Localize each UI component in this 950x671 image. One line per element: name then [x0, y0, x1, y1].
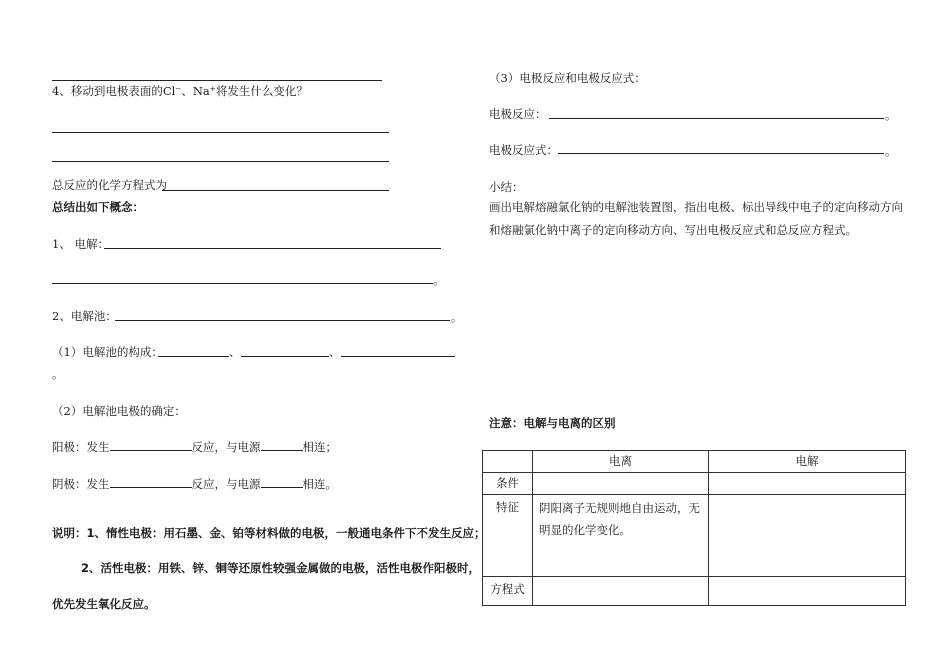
note-2: 2、活性电极：用铁、锌、铜等还原性较强金属做的电极，活性电极作阳极时，: [81, 561, 480, 575]
sub-3-label: （3）电极反应和电极反应式：: [489, 71, 646, 85]
total-equation-label: 总反应的化学方程式为: [52, 178, 167, 192]
anode-suffix: 相连；: [302, 440, 337, 454]
table-row: [483, 451, 906, 473]
anode-line: [52, 438, 337, 455]
feature-ionization-cell: [533, 495, 709, 577]
summary-line-2: 和熔融氯化钠中离子的定向移动方向、写出电极反应式和总反应方程式。: [489, 223, 857, 237]
electrode-reaction-period: 。: [885, 108, 897, 122]
anode-mid: 反应，与电源: [191, 440, 261, 454]
notice-heading: 注意：电解与电离的区别: [489, 416, 616, 430]
electrode-equation-label: 电极反应式：: [489, 143, 558, 157]
summary-label: 小结：: [489, 180, 524, 194]
table-row: [483, 577, 906, 606]
electrode-equation-period: 。: [885, 144, 897, 158]
answer-line-top: [52, 80, 382, 81]
item-2-label: 2、电解池：: [52, 309, 117, 323]
summary-heading: 总结出如下概念：: [52, 200, 144, 214]
header-electrolysis: 电解: [709, 451, 906, 473]
feature-ionization-text: 阴阳离子无规则地自由运动，无明显的化学变化。: [539, 501, 700, 537]
sub-2-label: （2）电解池电极的确定：: [52, 404, 186, 418]
item-1-blank-2[interactable]: [52, 283, 433, 284]
table-row: [483, 473, 906, 495]
item-1-blank-1[interactable]: [104, 248, 441, 249]
electrode-equation-blank[interactable]: [558, 153, 884, 154]
cathode-line: [52, 475, 337, 492]
note-1: 说明：1、惰性电极：用石墨、金、铂等材料做的电极，一般通电条件下不发生反应；: [52, 526, 486, 540]
equation-electrolysis-cell[interactable]: [709, 577, 906, 606]
row-label-feature: 特征: [483, 495, 533, 577]
header-ionization: 电离: [533, 451, 709, 473]
condition-ionization-cell[interactable]: [533, 473, 709, 495]
item-2-period: 。: [451, 310, 463, 324]
equation-ionization-cell[interactable]: [533, 577, 709, 606]
sub-1-period: 。: [52, 367, 64, 381]
cathode-suffix: 相连。: [302, 477, 337, 491]
cathode-prefix: 阴极：发生: [52, 477, 110, 491]
table-corner-cell: [483, 451, 533, 473]
item-1-label: 1、 电解：: [52, 237, 109, 251]
condition-electrolysis-cell[interactable]: [709, 473, 906, 495]
cathode-reaction-blank[interactable]: [110, 475, 192, 488]
item-2-blank[interactable]: [115, 320, 450, 321]
sub-1-sep-1: 、: [229, 345, 241, 359]
cathode-mid: 反应，与电源: [191, 477, 261, 491]
sub-1-blank-2[interactable]: [241, 356, 329, 357]
electrode-reaction-label: 电极反应：: [489, 107, 547, 121]
anode-pole-blank[interactable]: [261, 438, 303, 451]
item-1-period: 。: [433, 273, 445, 287]
answer-line-q4-2: [52, 161, 389, 162]
sub-1-blank-3[interactable]: [341, 356, 455, 357]
sub-1-blank-1[interactable]: [158, 356, 229, 357]
anode-reaction-blank[interactable]: [110, 438, 192, 451]
comparison-table: [482, 450, 906, 606]
sub-1-sep-2: 、: [329, 345, 341, 359]
note-3: 优先发生氧化反应。: [52, 597, 156, 611]
row-label-equation: 方程式: [483, 577, 533, 606]
sub-1-label: （1）电解池的构成：: [52, 345, 163, 359]
question-4: 4、移动到电极表面的Cl⁻、Na⁺将发生什么变化？: [52, 84, 308, 98]
summary-line-1: 画出电解熔融氯化钠的电解池装置图，指出电极、标出导线中电子的定向移动方向: [489, 200, 903, 214]
electrode-reaction-blank[interactable]: [549, 118, 884, 119]
feature-electrolysis-cell[interactable]: [709, 495, 906, 577]
row-label-condition: 条件: [483, 473, 533, 495]
cathode-pole-blank[interactable]: [261, 475, 303, 488]
anode-prefix: 阳极：发生: [52, 440, 110, 454]
table-row: [483, 495, 906, 577]
total-equation-blank[interactable]: [162, 190, 389, 191]
answer-line-q4-1: [52, 132, 389, 133]
